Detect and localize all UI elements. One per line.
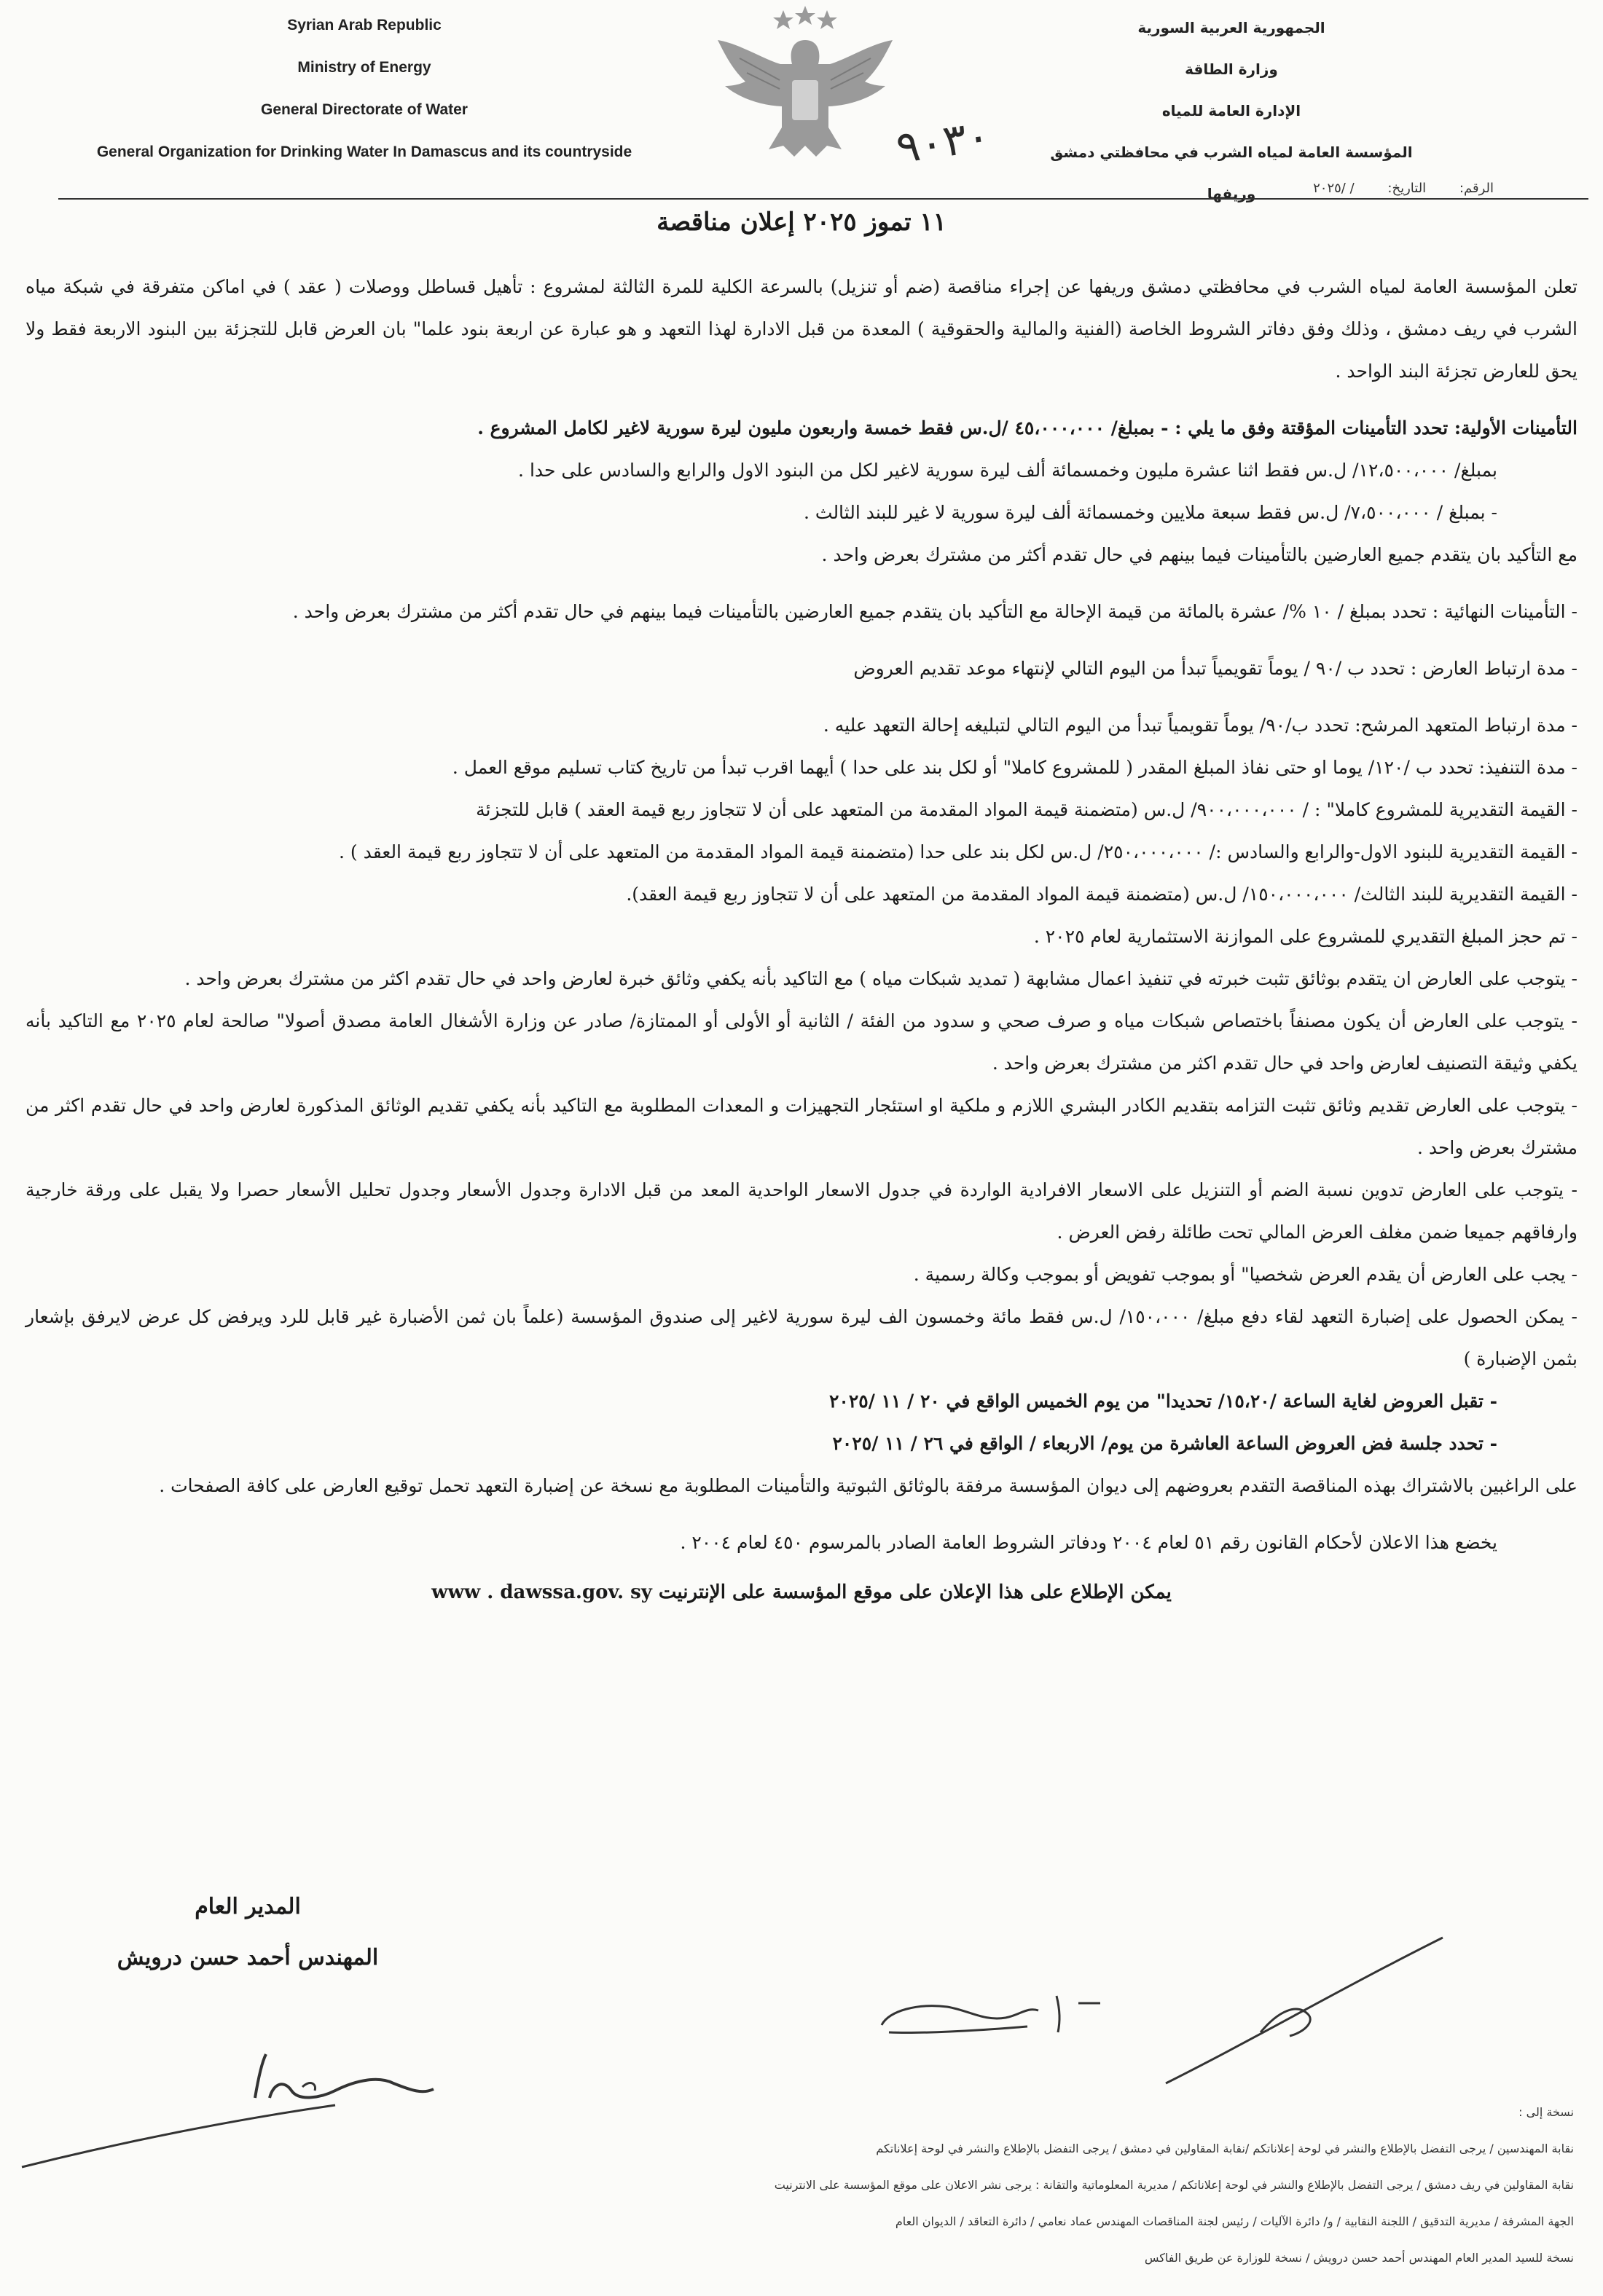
intro-paragraph: تعلن المؤسسة العامة لمياه الشرب في محافظتي دمشق وريفها عن إجراء مناقصة (ضم أو تنزيل) بالسرعة الكلية للمرة الثالثة لمشروع : تأهيل قساطل ووصلات ( عقد ) في اماكن متفرقة في شبكة مياه الشرب في ريف دمشق ، وذلك وفق دفاتر الشروط الخاصة (الفنية والمالية والحقوقية ) المعدة من قبل الادارة لهذا التعهد و هو عبارة عن اربعة بنود علما" بان العرض قابل للتجزئة بين البنود الاربعة فقط ولا يحق للعارض تجزئة البند الواحد . — [26, 276, 1577, 382]
cc-line-3: الجهة المشرفة / مديرية التدقيق / اللجنة النقابية / و/ دائرة الآليات / رئيس لجنة المناقصات المهندس عماد نعامي / دائرة التعاقد / الديوان العام — [895, 2214, 1574, 2228]
experience-requirement: - يتوجب على العارض ان يتقدم بوثائق تثبت خبرته في تنفيذ اعمال مشابهة ( تمديد شبكات مياه ) مع التاكيد بأنه يكفي وثائق خبرة لعارض واحد في حال تقدم اكثر من مشترك بعرض واحد . — [184, 968, 1577, 989]
header-ar-line-1: الجمهورية العربية السورية — [1137, 19, 1325, 36]
estimated-value-items-1-4-6: - القيمة التقديرية للبنود الاول-والرابع والسادس :/ ٢٥٠،٠٠٠،٠٠٠/ ل.س لكل بند على حدا (متضمنة قيمة المواد المقدمة من المتعهد على أن لا تتجاوز ربع قيمة العقد ) . — [339, 841, 1577, 862]
opening-session: - تحدد جلسة فض العروض الساعة العاشرة من يوم/ الاربعاء / الواقع في ٢٦ / ١١ /٢٠٢٥ — [832, 1433, 1497, 1454]
header-divider — [58, 198, 1588, 200]
handwritten-initials — [860, 1967, 1137, 2054]
budget-reservation: - تم حجز المبلغ التقديري للمشروع على الموازنة الاستثمارية لعام ٢٠٢٥ . — [1033, 926, 1577, 947]
announcement-body — [26, 266, 1577, 1613]
website-notice: يمكن الإطلاع على هذا الإعلان على موقع المؤسسة على الإنترنيت www . dawssa.gov. sy — [431, 1581, 1172, 1603]
execution-period: - مدة التنفيذ: تحدد ب /١٢٠/ يوما او حتى نفاذ المبلغ المقدر ( للمشروع كاملا" أو لكل بند على حدا ) أيهما اقرب تبدأ من تاريخ كتاب تسليم موقع العمل . — [452, 757, 1577, 778]
handwritten-signature-right — [1151, 1923, 1457, 2098]
guarantee-note: مع التأكيد بان يتقدم جميع العارضين بالتأمينات فيما بينهم في حال تقدم أكثر من مشترك بعرض واحد . — [821, 544, 1577, 565]
eagle-emblem-icon — [710, 0, 900, 182]
estimated-value-item-3: - القيمة التقديرية للبند الثالث/ ١٥٠،٠٠٠،٠٠٠/ ل.س (متضمنة قيمة المواد المقدمة من المتعهد على أن لا تتجاوز ربع قيمة العقد). — [626, 884, 1577, 905]
signatory-name: المهندس أحمد حسن درويش — [117, 1945, 379, 1970]
contractor-commitment-period: - مدة ارتباط المتعهد المرشح: تحدد ب/٩٠/ يوماً تقويمياً تبدأ من اليوم التالي لتبليغه إحالة التعهد عليه . — [823, 715, 1577, 736]
guarantee-item-3: - بمبلغ / ٧،٥٠٠،٠٠٠/ ل.س فقط سبعة ملايين وخمسمائة ألف ليرة سورية لا غير للبند الثالث . — [804, 502, 1497, 523]
legal-basis: يخضع هذا الاعلان لأحكام القانون رقم ٥١ لعام ٢٠٠٤ ودفاتر الشروط العامة الصادر بالمرسوم ٤٥٠ لعام ٢٠٠٤ . — [680, 1532, 1497, 1553]
reference-date-row — [1284, 181, 1494, 196]
personal-submission: - يجب على العارض أن يقدم العرض شخصيا" أو بموجب تفويض أو بموجب وكالة رسمية . — [913, 1264, 1577, 1285]
reference-number: ٩٠٣٠ — [893, 110, 994, 174]
cc-label: نسخة إلى : — [1518, 2105, 1574, 2119]
header-ar-line-2: وزارة الطاقة — [1185, 60, 1278, 78]
signatory-role: المدير العام — [195, 1894, 301, 1919]
dossier-fee: - يمكن الحصول على إضبارة التعهد لقاء دفع مبلغ/ ١٥٠،٠٠٠/ ل.س فقط مائة وخمسون الف ليرة سورية لاغير إلى صندوق المؤسسة (علماً بان ثمن الأضبارة غير قابل للرد ويرفض كل عرض لايرفق بإشعار بثمن الإضبارة ) — [26, 1306, 1577, 1369]
initial-guarantees: التأمينات الأولية: تحدد التأمينات المؤقتة وفق ما يلي : - بمبلغ/ ٤٥،٠٠٠،٠٠٠ /ل.س فقط خمسة واربعون مليون ليرة سورية لاغير لكامل المشروع . — [477, 417, 1577, 439]
pricing-requirement: - يتوجب على العارض تدوين نسبة الضم أو التنزيل على الاسعار الافرادية الواردة في جدول الاسعار الواحدية المعد من قبل الادارة وجدول الأسعار وجدول تحليل الأسعار حصرا ولا يقبل على ورقة خارجية وارفاقهم جميعا ضمن مغلف العرض المالي تحت طائلة رفض العرض . — [26, 1179, 1577, 1243]
header-en-line-4: General Organization for Drinking Water In Damascus and its countryside — [96, 144, 632, 160]
header-ar-line-4: المؤسسة العامة لمياه الشرب في محافظتي دمشق وريفها — [1050, 144, 1413, 203]
ref-label: الرقم: — [1459, 181, 1494, 196]
cc-line-1: نقابة المهندسين / يرجى التفضل بالإطلاع والنشر في لوحة إعلاناتكم /نقابة المقاولين في دمشق / يرجى التفضل بالإطلاع والنشر في لوحة إعلاناتكم — [876, 2142, 1574, 2155]
date-value: / /٢٠٢٥ — [1313, 181, 1355, 196]
submission-deadline: - تقبل العروض لغاية الساعة /١٥،٢٠/ تحديدا" من يوم الخميس الواقع في ٢٠ / ١١ /٢٠٢٥ — [828, 1391, 1497, 1412]
submission-instructions: على الراغبين بالاشتراك بهذه المناقصة التقدم بعروضهم إلى ديوان المؤسسة مرفقة بالوثائق الثبوتية والتأمينات المطلوبة مع نسخة عن إضبارة التعهد تحمل توقيع العارض على كافة الصفحات . — [159, 1475, 1577, 1496]
guarantee-items-1-4-6: بمبلغ/ ١٢،٥٠٠،٠٠٠/ ل.س فقط اثنا عشرة مليون وخمسمائة ألف ليرة سورية لاغير لكل من البنود الاول والرابع والسادس على حدا . — [518, 460, 1497, 481]
distribution-list — [80, 2094, 1574, 2276]
bidder-commitment-period: - مدة ارتباط العارض : تحدد ب /٩٠ / يوماً تقويمياً تبدأ من اليوم التالي لإنتهاء موعد تقديم العروض — [853, 658, 1577, 679]
header-en-line-3: General Directorate of Water — [261, 101, 468, 118]
header-en-line-1: Syrian Arab Republic — [287, 17, 442, 34]
estimated-value-total: - القيمة التقديرية للمشروع كاملا" : / ٩٠٠،٠٠٠،٠٠٠/ ل.س (متضمنة قيمة المواد المقدمة من المتعهد على أن لا تتجاوز ربع قيمة العقد ) قابل للتجزئة — [476, 799, 1577, 820]
announcement-title: ١١ تموز ٢٠٢٥ إعلان مناقصة — [657, 208, 946, 237]
header-english — [44, 4, 685, 173]
header-ar-line-3: الإدارة العامة للمياه — [1161, 102, 1301, 119]
header-en-line-2: Ministry of Energy — [297, 59, 431, 76]
final-guarantees: - التأمينات النهائية : تحدد بمبلغ / ١٠ %/ عشرة بالمائة من قيمة الإحالة مع التأكيد بان يتقدم جميع العارضين بالتأمينات فيما بينهم في حال تقدم أكثر من مشترك بعرض واحد . — [292, 601, 1577, 622]
cc-line-4: نسخة للسيد المدير العام المهندس أحمد حسن درويش / نسخة للوزارة عن طريق الفاكس — [1144, 2251, 1574, 2265]
signature-block — [66, 1894, 430, 1996]
staff-equipment-requirement: - يتوجب على العارض تقديم وثائق تثبت التزامه بتقديم الكادر البشري اللازم و ملكية او استئجار التجهيزات و المعدات المطلوبة مع التاكيد بأنه يكفي تقديم الوثائق المذكورة لعارض واحد في حال تقدم اكثر من مشترك بعرض واحد . — [26, 1095, 1577, 1158]
cc-line-2: نقابة المقاولين في ريف دمشق / يرجى التفضل بالإطلاع والنشر في لوحة إعلاناتكم / مديرية المعلوماتية والتقانة : يرجى نشر الاعلان على موقع المؤسسة على الانترنيت — [774, 2178, 1574, 2192]
date-label: التاريخ: — [1387, 181, 1427, 196]
classification-requirement: - يتوجب على العارض أن يكون مصنفاً باختصاص شبكات مياه و صرف صحي و سدود من الفئة / الثانية أو الأولى أو الممتازة/ صادر عن وزارة الأشغال العامة مصدق أصولا" صالحة لعام ٢٠٢٥ مع التاكيد بأنه يكفي وثيقة التصنيف لعارض واحد في حال تقدم اكثر من مشترك بعرض واحد . — [26, 1010, 1577, 1074]
